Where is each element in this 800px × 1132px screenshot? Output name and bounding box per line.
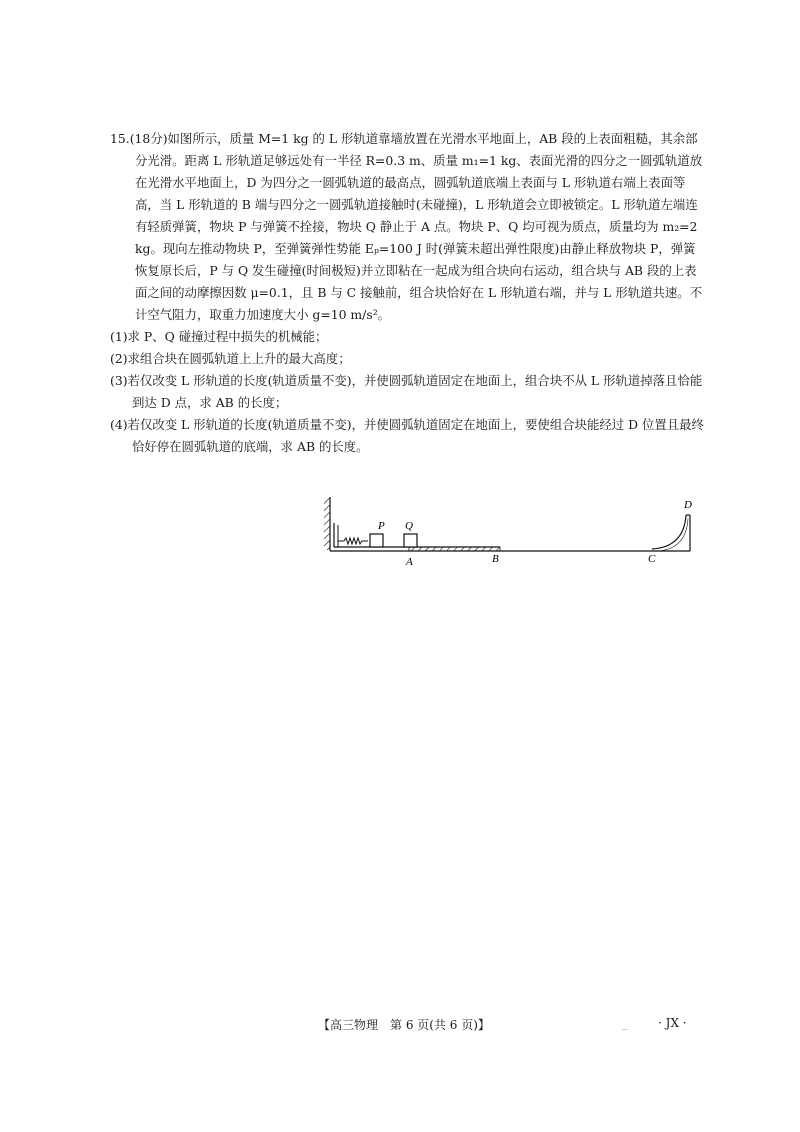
exam-code: · JX ·	[658, 1016, 687, 1030]
question-2: (2)求组合块在圆弧轨道上上升的最大高度；	[110, 351, 351, 366]
label-b: B	[492, 553, 499, 565]
physics-diagram	[318, 495, 718, 575]
problem-stem	[110, 128, 705, 326]
question-4: (4)若仅改变 L 形轨道的长度(轨道质量不变)，并使圆弧轨道固定在地面上，要使组合块能经过 D 位置且最终恰好停在圆弧轨道的底端，求 AB 的长度。	[110, 417, 704, 454]
problem-15	[110, 128, 705, 458]
label-c: C	[648, 553, 656, 565]
block-q	[404, 534, 417, 547]
footer-mark: _	[622, 1016, 628, 1030]
label-p: P	[378, 520, 385, 532]
label-a: A	[406, 556, 413, 568]
rough-segment-ab	[409, 547, 500, 551]
quarter-arc-track	[652, 515, 690, 551]
block-p	[370, 534, 383, 547]
label-d: D	[684, 499, 692, 511]
spring	[338, 538, 368, 544]
page-label: 【高三物理 第 6 页(共 6 页)】	[318, 1018, 490, 1032]
label-q: Q	[405, 520, 413, 532]
wall-hatch	[324, 497, 330, 550]
problem-number: 15.	[110, 131, 130, 146]
question-3: (3)若仅改变 L 形轨道的长度(轨道质量不变)，并使圆弧轨道固定在地面上，组合块不从 L 形轨道掉落且恰能到达 D 点，求 AB 的长度；	[110, 373, 703, 410]
problem-score: (18分)	[129, 131, 168, 146]
question-1: (1)求 P、Q 碰撞过程中损失的机械能；	[110, 329, 328, 344]
problem-stem-text: 如图所示，质量 M=1 kg 的 L 形轨道靠墙放置在光滑水平地面上，AB 段的上表面粗糙，其余部分光滑。距离 L 形轨道足够远处有一半径 R=0.3 m、质量 m₁=1 kg、表面光滑的四分之一圆弧轨道放在光滑水平地面上，D 为四分之一圆弧轨道的最高点，圆弧轨道底端上表面与 L 形轨道右端上表面等高，当 L 形轨道的 B 端与四分之一圆弧轨道接触时(未碰撞)，L 形轨道会立即被锁定。L 形轨道左端连有轻质弹簧，物块 P 与弹簧不拴接，物块 Q 静止于 A 点。物块 P、Q 均可视为质点，质量均为 m₂=2 kg。现向左推动物块 P，至弹簧弹性势能 Eₚ=100 J 时(弹簧未超出弹性限度)由静止释放物块 P，弹簧恢复原长后，P 与 Q 发生碰撞(时间极短)并立即粘在一起成为组合块向右运动，组合块与 AB 段的上表面之间的动摩擦因数 μ=0.1，且 B 与 C 接触前，组合块恰好在 L 形轨道右端，并与 L 形轨道共速。不计空气阻力，取重力加速度大小 g=10 m/s²。	[135, 131, 703, 322]
